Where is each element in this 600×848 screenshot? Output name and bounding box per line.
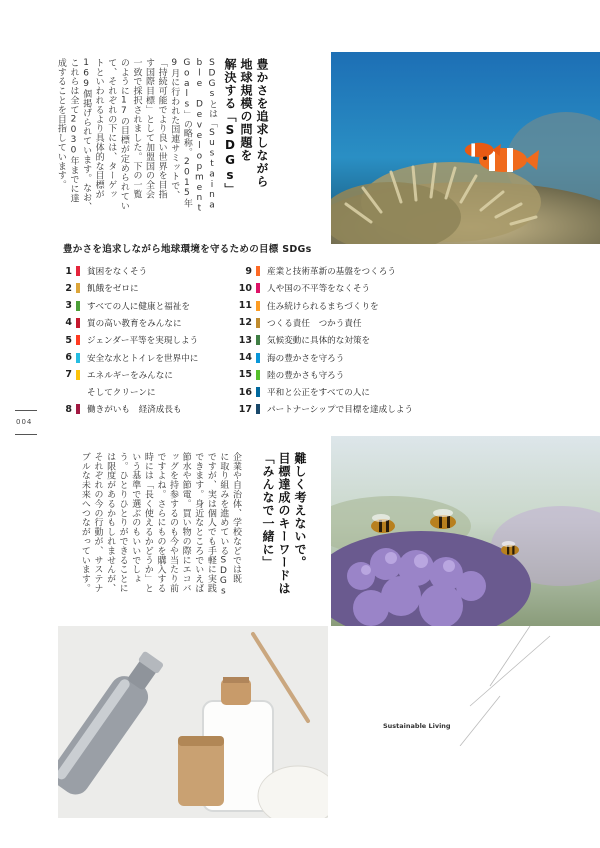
goal-item [230, 316, 362, 330]
clownfish-photo [331, 52, 600, 244]
goal-color-swatch [256, 335, 260, 345]
goal-number: 3 [65, 300, 72, 312]
goal-number: 15 [238, 369, 252, 381]
goal-label: 貧困をなくそう [87, 267, 148, 277]
goal-number: 4 [65, 317, 72, 329]
goal-item [50, 316, 182, 330]
goal-item [230, 281, 370, 295]
goal-item [50, 402, 182, 416]
goal-number: 2 [65, 282, 72, 294]
goal-number: 9 [245, 265, 252, 277]
goal-color-swatch [256, 318, 260, 328]
goal-item [50, 264, 147, 278]
goal-number: 6 [65, 352, 72, 363]
goal-item [230, 368, 344, 382]
page-number: 004 [16, 418, 33, 426]
goal-label: ジェンダー平等を実現しよう [87, 336, 199, 347]
goals-title: 豊かさを追求しながら地球環境を守るための目標 SDGs [63, 244, 312, 255]
goal-number: 8 [65, 403, 72, 415]
goal-color-swatch [256, 370, 260, 380]
goal-number: 1 [65, 265, 72, 277]
section2-heading: 難しく考えないで。 目標達成のキーワードは 「みんなで一緒に」 [261, 452, 307, 595]
goal-label: 陸の豊かさも守ろう [267, 370, 345, 381]
bees-flower-photo [331, 436, 600, 626]
goal-color-swatch [76, 370, 80, 380]
goal-label: 働きがいも 経済成長も [87, 405, 182, 416]
goal-item [230, 351, 344, 365]
goal-number: 14 [238, 352, 252, 363]
section1-body: SDGsとは「Sustaina ble Development Goals」の略称。2015年 9月に行われた国連サミットで、 「持続可能でより良い世界を目指 す国際目標」として加盟国の全会 一致で採択されました。下の一覧 のように17の目標が定められてい て、それぞれの下には、ターゲッ トといわれるより具体的な目標が 169個掲げられています。なお、 これらは全て2030年までに達 成することを目指しています。 [55, 58, 217, 214]
goal-item [50, 333, 198, 347]
goal-label: 人や国の不平等をなくそう [267, 284, 371, 295]
goal-color-swatch [76, 404, 80, 414]
goal-color-swatch [256, 266, 260, 276]
goal-number: 10 [238, 282, 252, 294]
goal-label: 海の豊かさを守ろう [267, 353, 345, 364]
section1-heading: 豊かさを追求しながら 地球規模の問題を 解決する「SDGs」 [223, 58, 269, 196]
goal-item [230, 333, 370, 347]
goal-number: 11 [238, 300, 252, 312]
goal-label: 質の高い教育をみんなに [87, 318, 182, 329]
goal-label: そしてクリーンに [87, 388, 156, 399]
goal-color-swatch [76, 318, 80, 328]
goal-item [230, 385, 370, 399]
goal-color-swatch [256, 387, 260, 397]
goal-label: つくる責任 つかう責任 [267, 318, 362, 329]
goal-color-swatch [76, 266, 80, 276]
sustainable-living-caption: Sustainable Living [383, 722, 451, 730]
goal-item [50, 281, 139, 295]
bottles-photo [58, 626, 328, 818]
goal-item [50, 385, 156, 399]
goal-label: エネルギーをみんなに [87, 370, 173, 381]
goal-number: 7 [65, 369, 72, 381]
goal-label: 産業と技術革新の基盤をつくろう [267, 267, 396, 277]
goal-color-swatch [76, 301, 80, 311]
goal-label: パートナーシップで目標を達成しよう [267, 405, 414, 416]
goal-color-swatch [76, 353, 80, 363]
goal-color-swatch [76, 335, 80, 345]
goal-label: 住み続けられるまちづくりを [267, 301, 379, 312]
goal-color-swatch [256, 301, 260, 311]
goal-color-swatch [76, 283, 80, 293]
goal-label: すべての人に健康と福祉を [87, 301, 190, 312]
decorative-lines [440, 626, 560, 746]
goal-item [50, 351, 198, 365]
section2-body: 企業や自治体、学校などでは既 に取り組みを進めているSDGs ですが、実は個人でも手軽に実践 できます。身近なところでいえば 節水や節電。買い物の際にエコバ ッグを持参するのも今や当たり前 ですよね。さらにものを購入する 時には「長く使えるかどうか」と いう基準で選ぶのもいいでしょ う。ひとりひとりができることに は限度があるかもしれませんが、 それぞれの今の行動が、サステナ ブルな未来へつながっています。 [79, 452, 241, 597]
goal-item [50, 299, 190, 313]
goal-number: 17 [238, 403, 252, 415]
goal-label: 飢餓をゼロに [87, 284, 139, 295]
page-number-rule-bottom [15, 434, 37, 435]
goal-color-swatch [76, 387, 80, 397]
goal-label: 安全な水とトイレを世界中に [87, 353, 199, 364]
goal-number: 12 [238, 317, 252, 329]
goal-number: 16 [238, 386, 252, 398]
goal-color-swatch [256, 404, 260, 414]
goal-number: 13 [238, 334, 252, 346]
goal-color-swatch [256, 283, 260, 293]
goal-item [50, 368, 173, 382]
goal-label: 気候変動に具体的な対策を [267, 336, 371, 347]
goal-item [230, 299, 379, 313]
goal-number: 5 [65, 334, 72, 346]
goal-color-swatch [256, 353, 260, 363]
page-number-rule-top [15, 410, 37, 411]
goal-item [230, 264, 396, 278]
goal-item [230, 402, 413, 416]
goal-label: 平和と公正をすべての人に [267, 388, 370, 399]
